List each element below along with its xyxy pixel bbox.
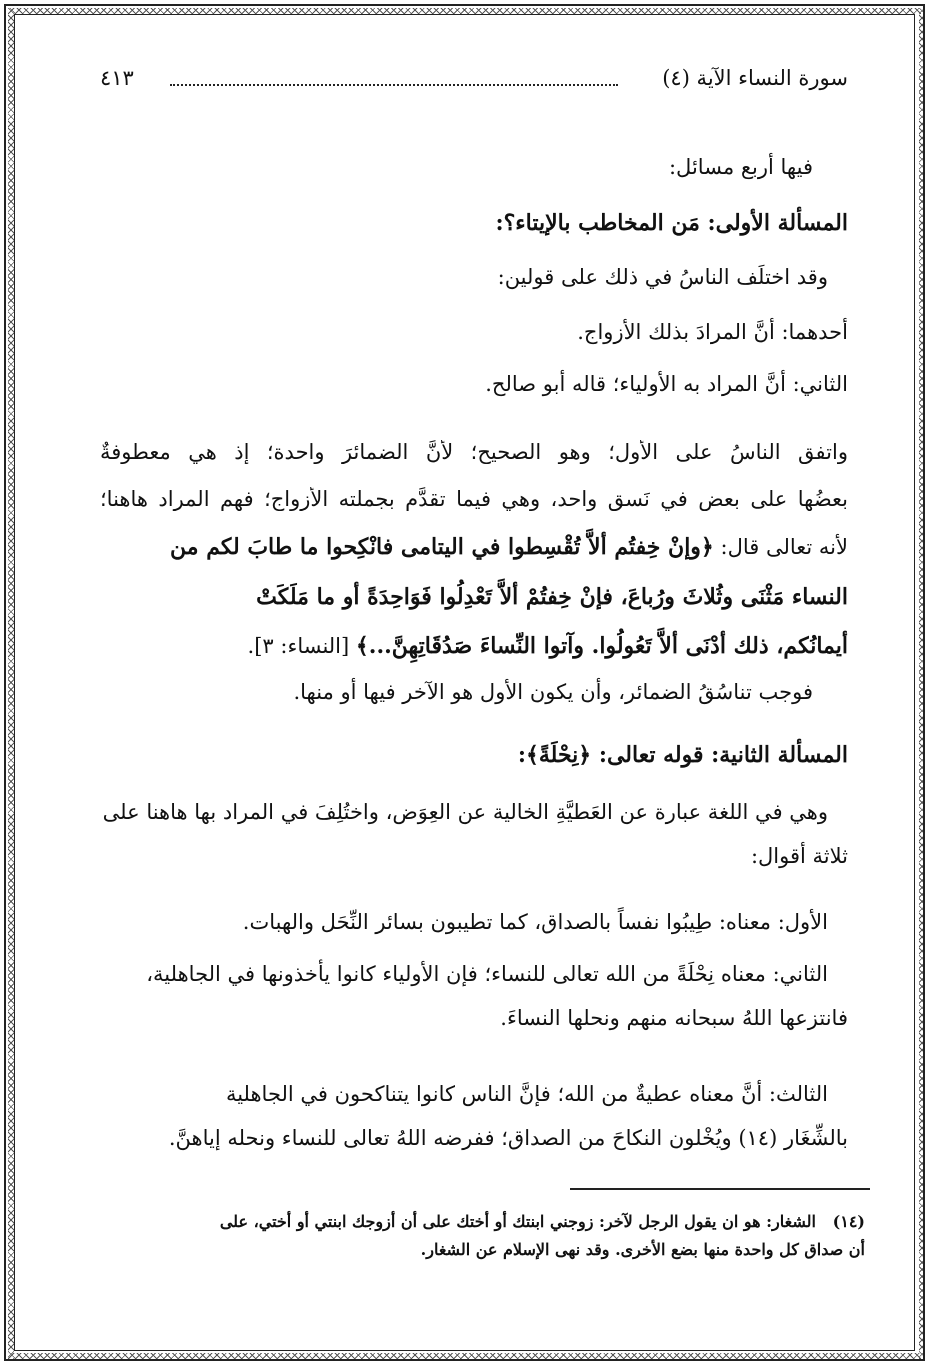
quran-verse-part-1: ﴿وإنْ خِفتُم ألاَّ تُقْسِطوا في اليتامى فانْكِحوا ما طابَ لكم من <box>170 534 714 560</box>
q2-paragraph-line-1: وهي في اللغة عبارة عن العَطيَّةِ الخالية عن العِوَض، واختُلِفَ في المراد بها هاهنا على <box>102 800 828 824</box>
footnote-text-1: الشغار: هو ان يقول الرجل لآخر: زوجني ابنتك أو أختك على أن أزوجك ابنتي أو أختي، على <box>219 1212 816 1231</box>
header-surah-title: سورة النساء الآية (٤) <box>662 66 848 90</box>
q2-opinion-3-line-2: بالشِّغَار (١٤) ويُخْلون النكاحَ من الصداق؛ ففرضه اللهُ تعالى للنساء ونحله إياهنَّ. <box>168 1126 848 1150</box>
running-header <box>100 66 848 96</box>
footnote-separator <box>570 1188 870 1190</box>
q1-paragraph-line-5 <box>248 633 848 659</box>
footnote-number: (١٤) <box>832 1212 865 1231</box>
q1-paragraph-line-2: بعضُها على بعض في نَسقٍ واحد، وهي فيما تقدَّم بجملته الأزواج؛ فهم المراد هاهنا؛ <box>100 487 848 511</box>
q1-paragraph-line-3-prefix: لأنه تعالى قال: <box>720 535 848 559</box>
q2-opinion-3-line-1: الثالث: أنَّ معناه عطيةٌ من الله؛ فإنَّ الناس كانوا يتناكحون في الجاهلية <box>225 1082 828 1106</box>
q1-line-1: وقد اختلَف الناسُ في ذلك على قولين: <box>497 265 828 289</box>
intro-line: فيها أربع مسائل: <box>668 155 813 179</box>
question-2-heading: المسألة الثانية: قوله تعالى: ﴿نِحْلَةً﴾: <box>517 742 848 768</box>
quran-verse-part-3: أيمانُكم، ذلك أدْنَى ألاَّ تَعُولُوا. وآتوا النِّساءَ صَدُقَاتِهِنَّ...﴾ <box>355 633 848 659</box>
footnote-text-2: أن صداق كل واحدة منها بضع الأخرى. وقد نهى الإسلام عن الشغار. <box>420 1240 865 1259</box>
header-leader-dots <box>170 72 618 86</box>
q1-conclusion: فوجب تناسُقُ الضمائر، وأن يكون الأول هو الآخر فيها أو منها. <box>293 680 813 704</box>
q1-paragraph-line-1: واتفق الناسُ على الأول؛ وهو الصحيح؛ لأنَّ الضمائرَ واحدة؛ إذ هي معطوفةٌ <box>100 440 848 464</box>
q2-opinion-1: الأول: معناه: طِيبُوا نفساً بالصداق، كما تطيبون بسائر النِّحَل والهبات. <box>242 910 828 934</box>
q2-opinion-2-line-1: الثاني: معناه نِحْلَةً من الله تعالى للنساء؛ فإن الأولياء كانوا يأخذونها في الجاهلية، <box>146 962 828 986</box>
footnote-line-1 <box>117 1212 865 1231</box>
q1-paragraph-line-3 <box>170 534 848 560</box>
verse-reference: [النساء: ٣]. <box>247 634 350 658</box>
q2-opinion-2-line-2: فانتزعها اللهُ سبحانه منهم ونحلها النساءَ. <box>500 1006 848 1030</box>
q2-paragraph-line-2: ثلاثة أقوال: <box>750 844 848 868</box>
quran-verse-part-2: النساء مَثْنَى وثُلاثَ ورُباعَ، فإنْ خِفتُمْ ألاَّ تَعْدِلُوا فَوَاحِدَةً أو ما مَلَكَتْ <box>256 584 848 610</box>
page-number: ٤١٣ <box>100 66 134 90</box>
question-1-heading: المسألة الأولى: مَن المخاطب بالإيتاء؟: <box>495 210 848 236</box>
q1-opinion-1: أحدهما: أنَّ المرادَ بذلك الأزواج. <box>577 320 848 344</box>
footnote-line-2 <box>117 1240 865 1259</box>
q1-opinion-2: الثاني: أنَّ المراد به الأولياء؛ قاله أبو صالح. <box>485 372 848 396</box>
